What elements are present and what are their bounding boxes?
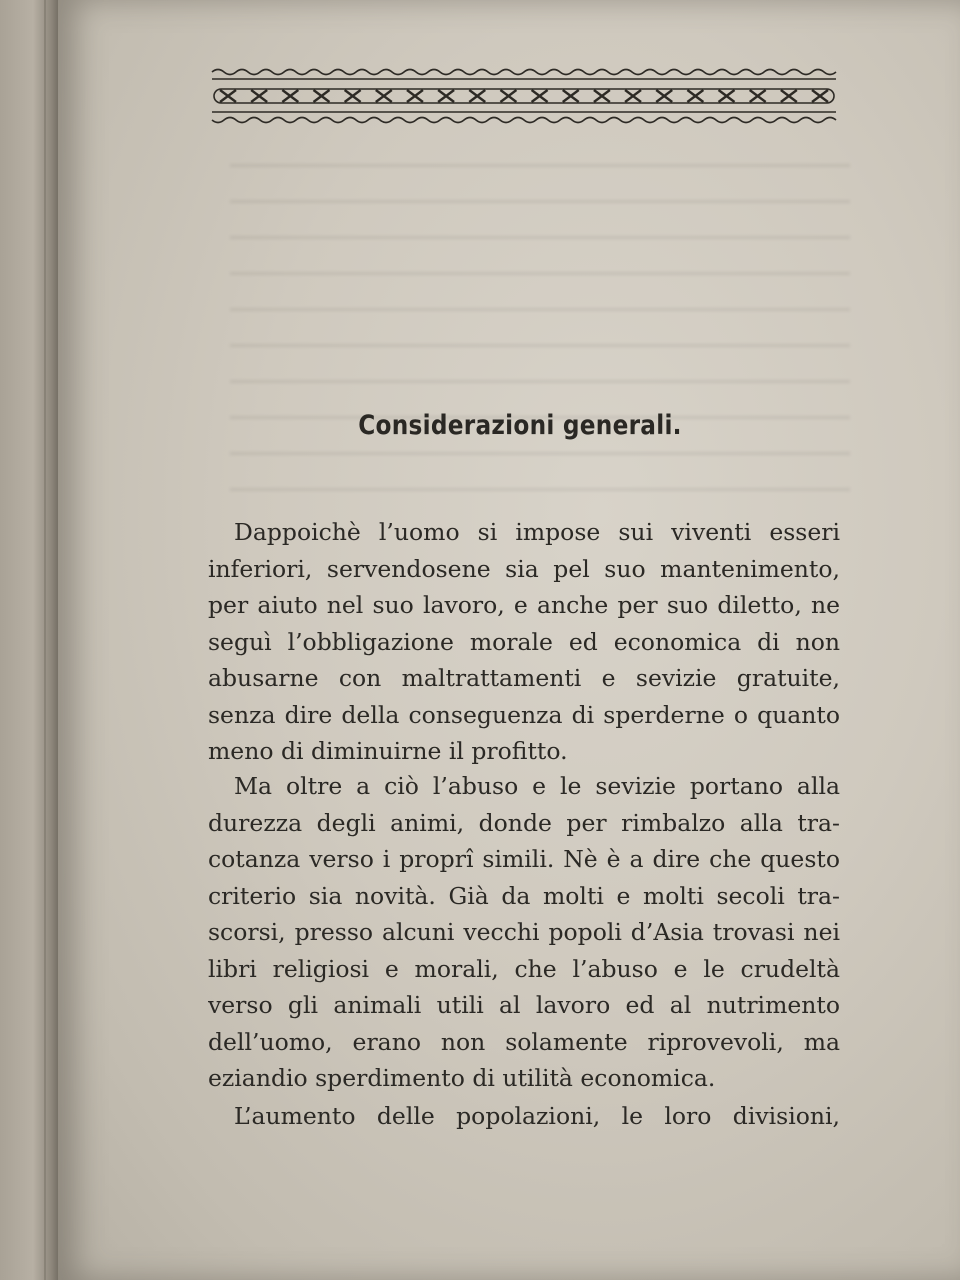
- x-link: [625, 90, 641, 102]
- top-wavy-line: [212, 70, 836, 75]
- show-through-text: [230, 140, 850, 520]
- x-link: [781, 90, 797, 102]
- x-link: [750, 90, 766, 102]
- text-line: durezza degli animi, donde per rimbalzo alla tra-: [208, 808, 840, 837]
- paragraph-3: [208, 1098, 840, 1135]
- text-line: Dappoichè l’uomo si impose sui viventi esseri: [234, 518, 840, 546]
- x-link: [812, 90, 828, 102]
- x-link: [656, 90, 672, 102]
- ornament-graphic: [210, 60, 838, 130]
- paragraph-1: [208, 514, 840, 770]
- x-link: [251, 90, 267, 102]
- previous-page-edge: [0, 0, 60, 1280]
- x-link: [220, 90, 236, 102]
- text-line: dell’uomo, erano non solamente riprovevoli, ma: [208, 1027, 840, 1056]
- paragraph-2: [208, 768, 840, 1097]
- text-line: cotanza verso i proprî simili. Nè è a dire che questo: [208, 845, 840, 873]
- x-link: [563, 90, 579, 102]
- text-line: scorsi, presso alcuni vecchi popoli d’Asia trovasi nei: [208, 918, 840, 946]
- x-link: [500, 90, 516, 102]
- x-link: [407, 90, 423, 102]
- ornamental-header-band: [210, 60, 838, 130]
- x-link: [282, 90, 298, 102]
- text-line: seguì l’obbligazione morale ed economica di non: [208, 627, 840, 656]
- text-line: verso gli animali utili al lavoro ed al nutrimento: [208, 991, 840, 1019]
- x-link: [313, 90, 329, 102]
- chapter-heading: Considerazioni generali.: [358, 410, 682, 441]
- text-line: L’aumento delle popolazioni, le loro divisioni,: [234, 1102, 840, 1130]
- x-chain: [214, 89, 834, 103]
- bottom-wavy-line: [212, 118, 836, 123]
- text-line: Ma oltre a ciò l’abuso e le sevizie portano alla: [234, 772, 840, 800]
- x-link: [594, 90, 610, 102]
- text-line: libri religiosi e morali, che l’abuso e le crudeltà: [208, 954, 840, 983]
- text-line: inferiori, servendosene sia pel suo mantenimento,: [208, 554, 840, 583]
- text-line: senza dire della conseguenza di sperderne o quanto: [208, 700, 840, 729]
- x-links: [220, 90, 828, 102]
- x-link: [438, 90, 454, 102]
- text-line: abusarne con maltrattamenti e sevizie gratuite,: [208, 664, 840, 692]
- x-link: [469, 90, 485, 102]
- x-link: [376, 90, 392, 102]
- x-link: [345, 90, 361, 102]
- text-line: eziandio sperdimento di utilità economica.: [208, 1064, 716, 1092]
- x-link: [687, 90, 703, 102]
- x-link: [719, 90, 735, 102]
- text-line: meno di diminuirne il profitto.: [208, 737, 568, 765]
- x-link: [532, 90, 548, 102]
- text-line: criterio sia novità. Già da molti e molti secoli tra-: [208, 881, 840, 910]
- text-line: per aiuto nel suo lavoro, e anche per suo diletto, ne: [208, 591, 840, 619]
- binding-edge: [44, 0, 46, 1280]
